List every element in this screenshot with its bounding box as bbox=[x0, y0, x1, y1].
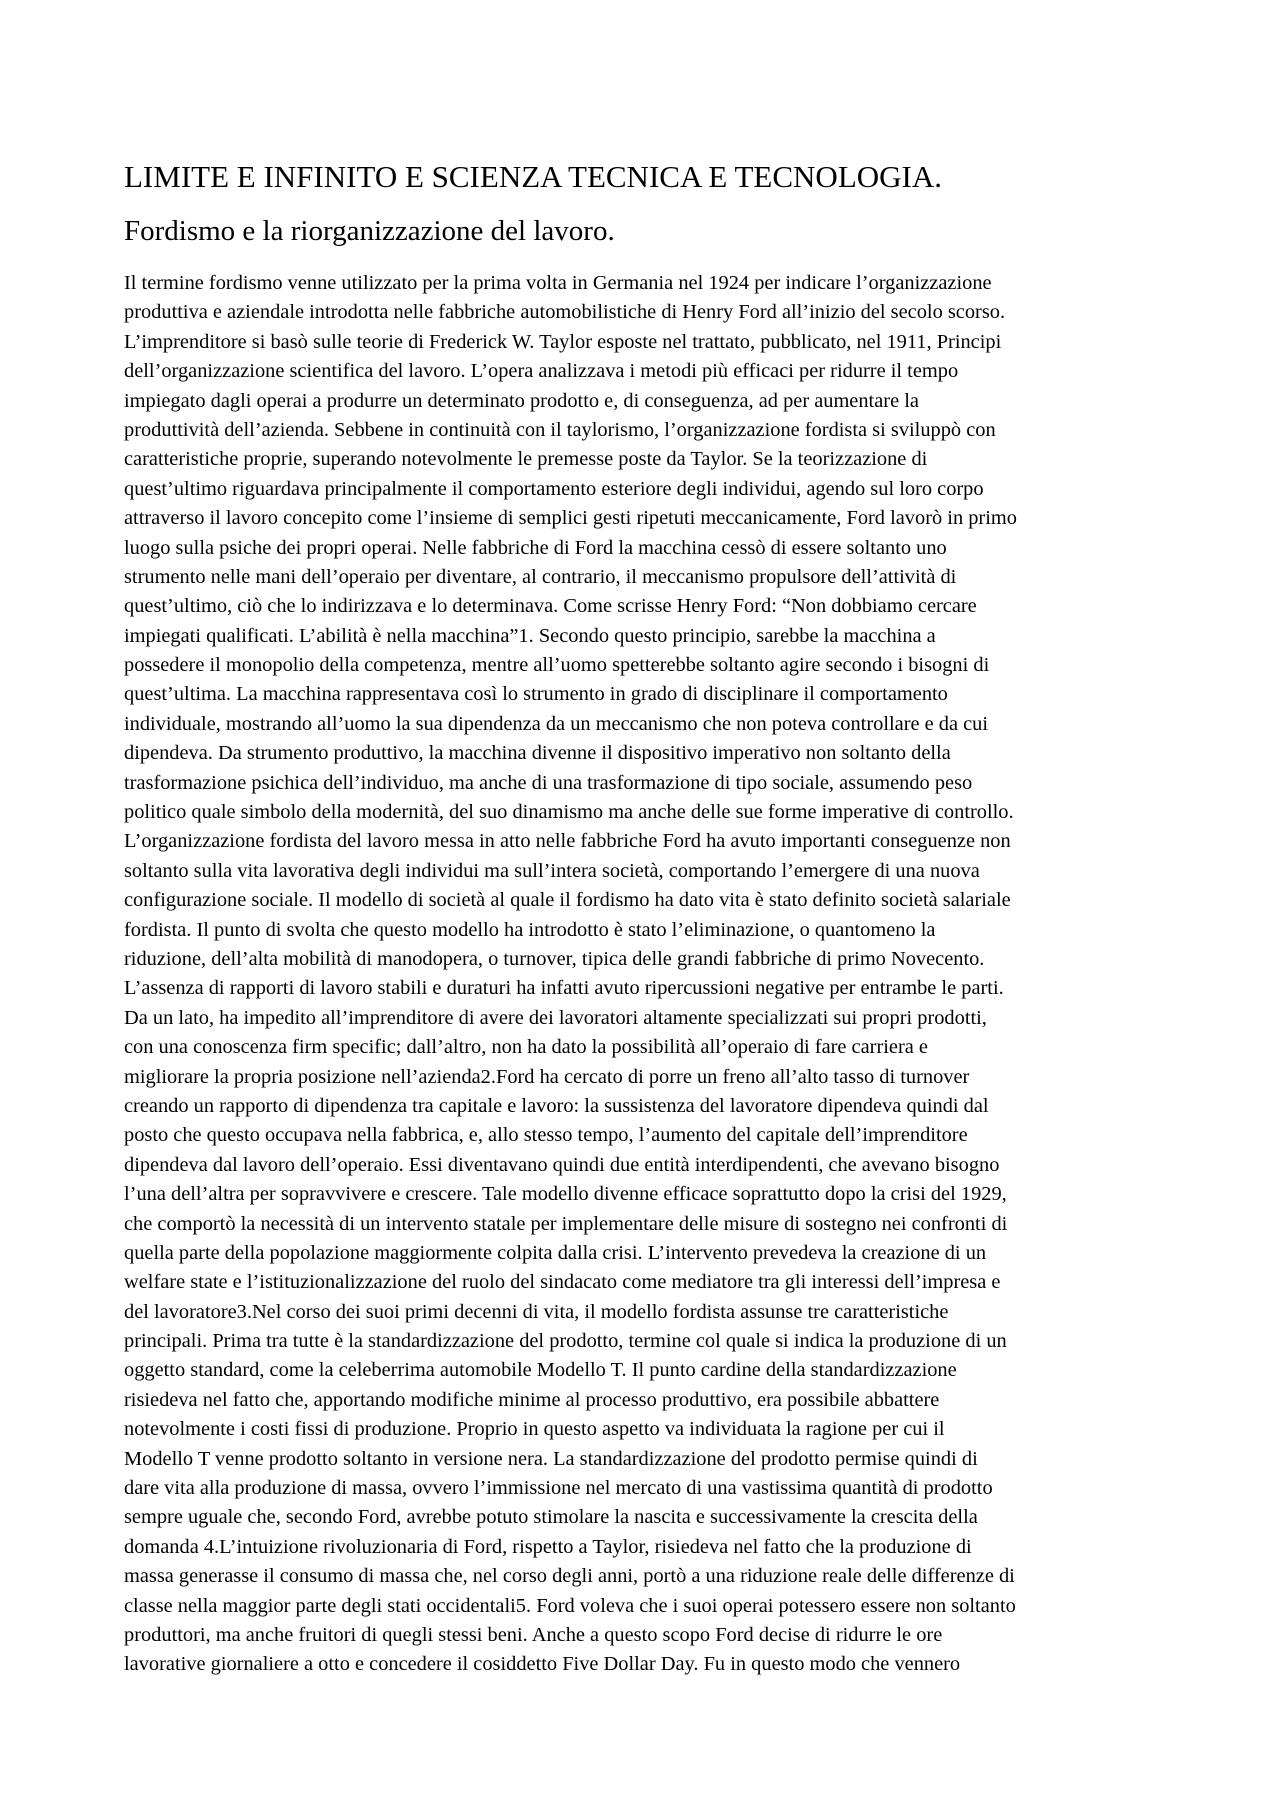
body-line: sempre uguale che, secondo Ford, avrebbe potuto stimolare la nascita e successivamente la crescita della bbox=[124, 1506, 978, 1529]
document-title: LIMITE E INFINITO E SCIENZA TECNICA E TECNOLOGIA. bbox=[124, 159, 942, 194]
body-line: quella parte della popolazione maggiormente colpita dalla crisi. L’intervento prevedeva la creazione di un bbox=[124, 1241, 987, 1264]
body-line: fordista. Il punto di svolta che questo modello ha introdotto è stato l’eliminazione, o quantomeno la bbox=[124, 918, 936, 941]
body-line: produttori, ma anche fruitori di quegli stessi beni. Anche a questo scopo Ford decise di ridurre le ore bbox=[124, 1623, 943, 1646]
body-line: dipendeva. Da strumento produttivo, la macchina divenne il dispositivo imperativo non soltanto della bbox=[124, 742, 951, 765]
body-line: notevolmente i costi fissi di produzione. Proprio in questo aspetto va individuata la ragione per cui il bbox=[124, 1418, 945, 1441]
body-line: dell’organizzazione scientifica del lavoro. L’opera analizzava i metodi più efficaci per ridurre il tempo bbox=[124, 360, 959, 383]
body-line: che comportò la necessità di un intervento statale per implementare delle misure di sostegno nei confronti di bbox=[124, 1212, 1008, 1235]
body-line: domanda 4.L’intuizione rivoluzionaria di Ford, rispetto a Taylor, risiedeva nel fatto che la produzione di bbox=[124, 1535, 972, 1558]
body-line: principali. Prima tra tutte è la standardizzazione del prodotto, termine col quale si indica la produzione di un bbox=[124, 1330, 1007, 1353]
body-line: L’imprenditore si basò sulle teorie di Frederick W. Taylor esposte nel trattato, pubblicato, nel 1911, Principi bbox=[124, 330, 1002, 353]
body-line: soltanto sulla vita lavorativa degli individui ma sull’intera società, comportando l’emergere di una nuova bbox=[124, 859, 980, 882]
body-line: produttività dell’azienda. Sebbene in continuità con il taylorismo, l’organizzazione fordista si sviluppò con bbox=[124, 418, 996, 441]
body-line: caratteristiche proprie, superando notevolmente le premesse poste da Taylor. Se la teorizzazione di bbox=[124, 448, 928, 471]
body-line: quest’ultimo, ciò che lo indirizzava e lo determinava. Come scrisse Henry Ford: “Non dobbiamo cercare bbox=[124, 595, 977, 618]
body-line: dipendeva dal lavoro dell’operaio. Essi diventavano quindi due entità interdipendenti, che avevano bisogno bbox=[124, 1153, 1000, 1176]
body-line: produttiva e aziendale introdotta nelle fabbriche automobilistiche di Henry Ford all’inizio del secolo scorso. bbox=[124, 301, 1006, 324]
body-line: L’organizzazione fordista del lavoro messa in atto nelle fabbriche Ford ha avuto importanti conseguenze non bbox=[124, 830, 1011, 853]
document-subtitle: Fordismo e la riorganizzazione del lavoro. bbox=[124, 215, 615, 247]
body-line: migliorare la propria posizione nell’azienda2.Ford ha cercato di porre un freno all’alto tasso di turnover bbox=[124, 1065, 970, 1088]
body-line: trasformazione psichica dell’individuo, ma anche di una trasformazione di tipo sociale, assumendo peso bbox=[124, 771, 973, 794]
body-line: Il termine fordismo venne utilizzato per la prima volta in Germania nel 1924 per indicare l’organizzazione bbox=[124, 272, 992, 294]
body-line: luogo sulla psiche dei propri operai. Nelle fabbriche di Ford la macchina cessò di essere soltanto uno bbox=[124, 536, 947, 559]
body-line: individuale, mostrando all’uomo la sua dipendenza da un meccanismo che non poteva controllare e da cui bbox=[124, 712, 989, 735]
body-line: del lavoratore3.Nel corso dei suoi primi decenni di vita, il modello fordista assunse tre caratteristiche bbox=[124, 1300, 949, 1323]
body-line: L’assenza di rapporti di lavoro stabili e duraturi ha infatti avuto ripercussioni negative per entrambe le parti. bbox=[124, 977, 1004, 1000]
body-line: oggetto standard, come la celeberrima automobile Modello T. Il punto cardine della standardizzazione bbox=[124, 1359, 957, 1382]
body-line: configurazione sociale. Il modello di società al quale il fordismo ha dato vita è stato definito società salariale bbox=[124, 889, 1011, 912]
body-line: quest’ultimo riguardava principalmente il comportamento esteriore degli individui, agendo sul loro corpo bbox=[124, 477, 984, 500]
body-line: posto che questo occupava nella fabbrica, e, allo stesso tempo, l’aumento del capitale dell’imprenditore bbox=[124, 1124, 968, 1147]
body-line: risiedeva nel fatto che, apportando modifiche minime al processo produttivo, era possibile abbattere bbox=[124, 1388, 940, 1411]
body-line: creando un rapporto di dipendenza tra capitale e lavoro: la sussistenza del lavoratore dipendeva quindi dal bbox=[124, 1094, 989, 1117]
body-line: attraverso il lavoro concepito come l’insieme di semplici gesti ripetuti meccanicamente, Ford lavorò in primo bbox=[124, 507, 1017, 530]
body-line: lavorative giornaliere a otto e concedere il cosiddetto Five Dollar Day. Fu in questo modo che vennero bbox=[124, 1653, 961, 1676]
body-line: welfare state e l’istituzionalizzazione del ruolo del sindacato come mediatore tra gli interessi dell’impresa e bbox=[124, 1271, 1001, 1294]
body-line: massa generasse il consumo di massa che, nel corso degli anni, portò a una riduzione reale delle differenze di bbox=[124, 1565, 1015, 1588]
body-line: l’una dell’altra per sopravvivere e crescere. Tale modello divenne efficace soprattutto dopo la crisi del 1929, bbox=[124, 1183, 1007, 1206]
body-line: riduzione, dell’alta mobilità di manodopera, o turnover, tipica delle grandi fabbriche di primo Novecento. bbox=[124, 947, 985, 970]
body-line: impiegato dagli operai a produrre un determinato prodotto e, di conseguenza, ad per aumentare la bbox=[124, 389, 919, 412]
body-line: con una conoscenza firm specific; dall’altro, non ha dato la possibilità all’operaio di fare carriera e bbox=[124, 1036, 928, 1059]
body-line: Modello T venne prodotto soltanto in versione nera. La standardizzazione del prodotto permise quindi di bbox=[124, 1447, 978, 1470]
body-line: Da un lato, ha impedito all’imprenditore di avere dei lavoratori altamente specializzati sui propri prodotti, bbox=[124, 1006, 987, 1029]
body-line: classe nella maggior parte degli stati occidentali5. Ford voleva che i suoi operai potessero essere non soltanto bbox=[124, 1594, 1016, 1617]
body-text bbox=[124, 269, 1164, 1680]
body-line: possedere il monopolio della competenza, mentre all’uomo spetterebbe soltanto agire secondo i bisogni di bbox=[124, 654, 990, 677]
body-line: politico quale simbolo della modernità, del suo dinamismo ma anche delle sue forme imperative di controllo. bbox=[124, 801, 1014, 824]
body-line: impiegati qualificati. L’abilità è nella macchina”1. Secondo questo principio, sarebbe la macchina a bbox=[124, 624, 936, 647]
body-line: strumento nelle mani dell’operaio per diventare, al contrario, il meccanismo propulsore dell’attività di bbox=[124, 565, 957, 588]
body-line: dare vita alla produzione di massa, ovvero l’immissione nel mercato di una vastissima quantità di prodotto bbox=[124, 1477, 993, 1500]
body-line: quest’ultima. La macchina rappresentava così lo strumento in grado di disciplinare il comportamento bbox=[124, 683, 948, 706]
document-page bbox=[124, 150, 1164, 1680]
